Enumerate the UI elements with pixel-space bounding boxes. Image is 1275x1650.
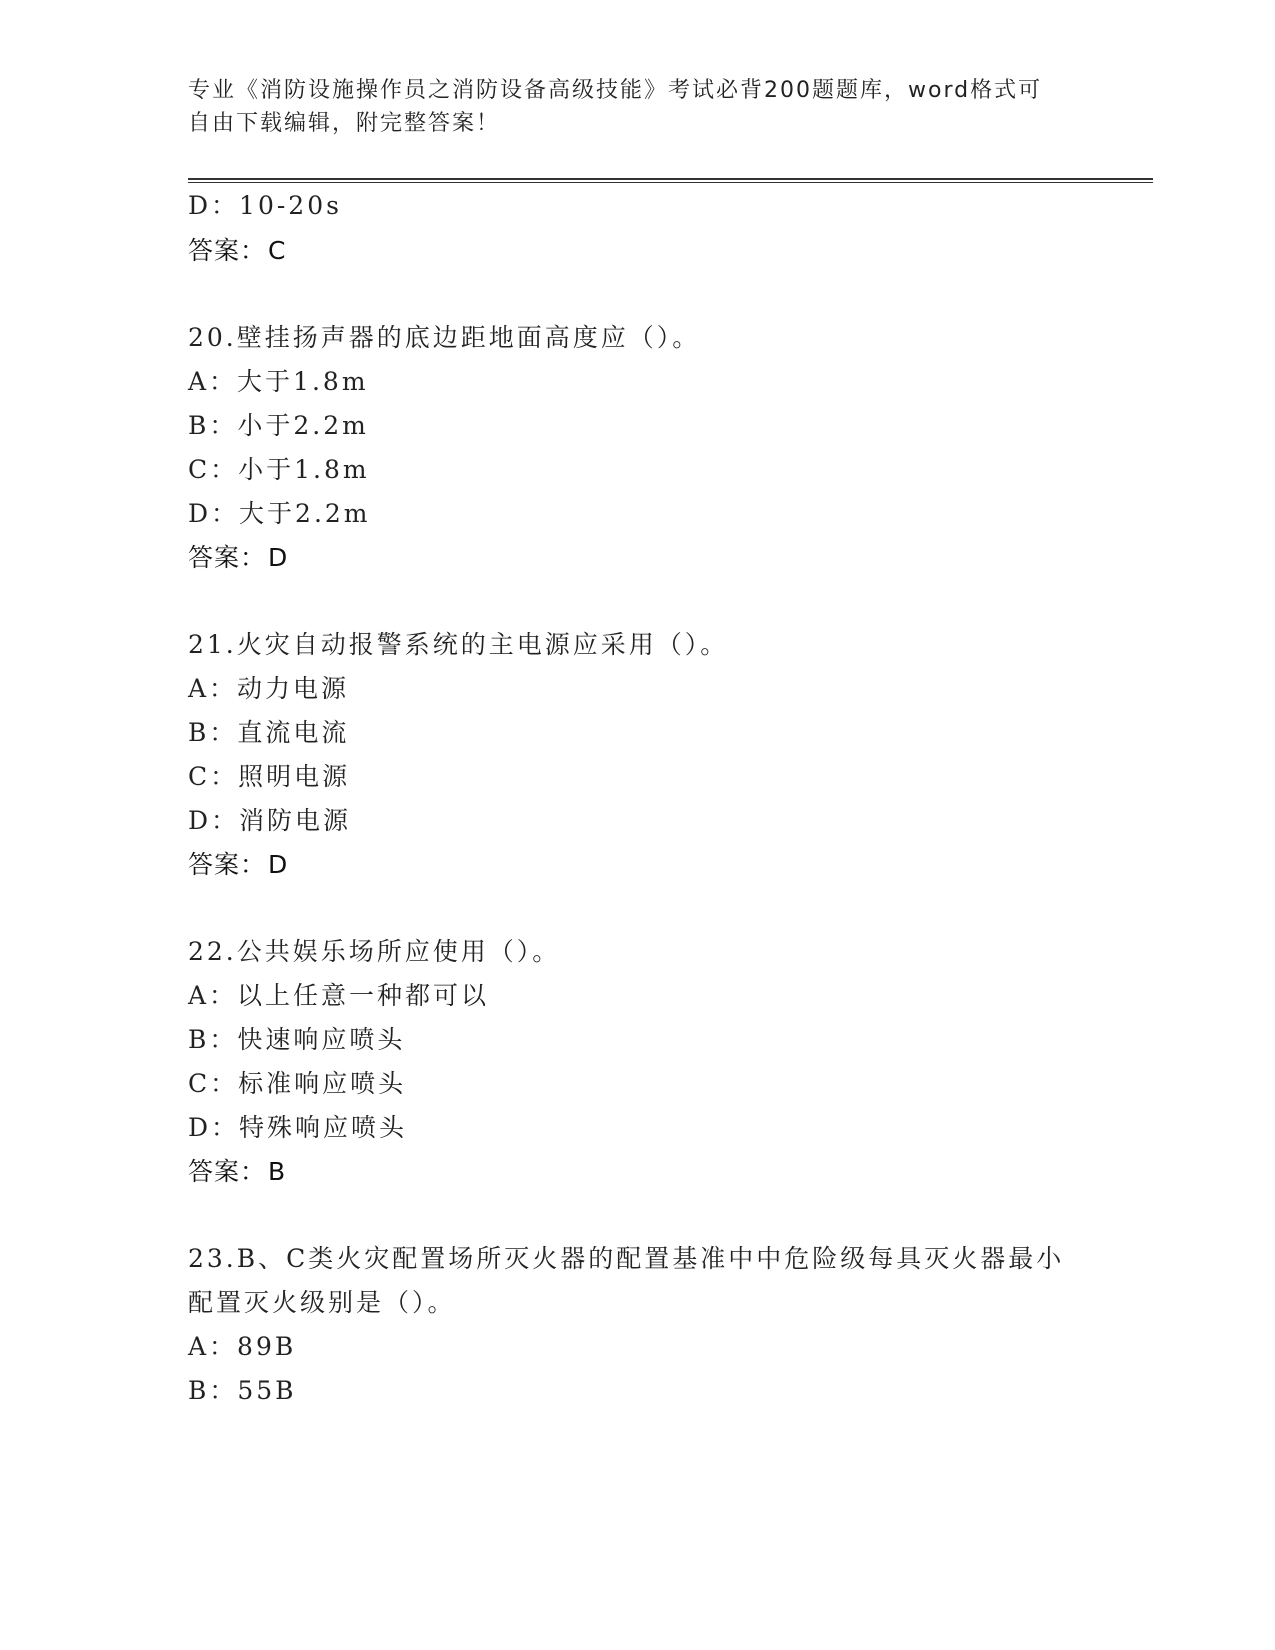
q22-stem: 22.公共娱乐场所应使用（）。 bbox=[188, 937, 561, 966]
answer-value: C bbox=[268, 236, 287, 265]
answer-value: D bbox=[268, 543, 289, 572]
q22-option-c: C：标准响应喷头 bbox=[188, 1069, 407, 1098]
q22-option-b: B：快速响应喷头 bbox=[188, 1025, 406, 1054]
q22-option-a: A：以上任意一种都可以 bbox=[188, 981, 490, 1010]
q21-option-c: C：照明电源 bbox=[188, 762, 351, 791]
q20-option-b: B：小于2.2m bbox=[188, 411, 369, 440]
document-header bbox=[188, 74, 1088, 140]
q20-stem: 20.壁挂扬声器的底边距地面高度应（）。 bbox=[188, 323, 701, 352]
header-divider-thin bbox=[188, 182, 1153, 183]
q20-answer bbox=[188, 538, 288, 574]
q20-option-d: D：大于2.2m bbox=[188, 499, 371, 528]
q22-option-d: D：特殊响应喷头 bbox=[188, 1113, 408, 1142]
answer-label: 答案： bbox=[188, 1157, 267, 1186]
answer-label: 答案： bbox=[188, 236, 267, 265]
q23-option-a: A：89B bbox=[188, 1332, 297, 1361]
prev-answer bbox=[188, 231, 286, 267]
q21-option-d: D：消防电源 bbox=[188, 806, 352, 835]
answer-value: B bbox=[268, 1157, 287, 1186]
prev-option-d: D：10-20s bbox=[188, 191, 342, 220]
q21-answer bbox=[188, 845, 288, 881]
answer-label: 答案： bbox=[188, 543, 267, 572]
header-line-2: 自由下载编辑，附完整答案！ bbox=[188, 111, 501, 136]
q23-option-b: B：55B bbox=[188, 1376, 297, 1405]
q21-option-b: B：直流电流 bbox=[188, 718, 350, 747]
answer-label: 答案： bbox=[188, 850, 267, 879]
q21-option-a: A：动力电源 bbox=[188, 674, 350, 703]
q23-stem-line-2: 配置灭火级别是（）。 bbox=[188, 1288, 456, 1317]
q20-option-a: A：大于1.8m bbox=[188, 367, 369, 396]
q20-option-c: C：小于1.8m bbox=[188, 455, 370, 484]
answer-value: D bbox=[268, 850, 289, 879]
q21-stem: 21.火灾自动报警系统的主电源应采用（）。 bbox=[188, 630, 729, 659]
q22-answer bbox=[188, 1152, 286, 1188]
header-divider-thick bbox=[188, 178, 1153, 180]
header-line-1: 专业《消防设施操作员之消防设备高级技能》考试必背200题题库，word格式可 bbox=[188, 78, 1043, 103]
q23-stem-line-1: 23.B、C类火灾配置场所灭火器的配置基准中中危险级每具灭火器最小 bbox=[188, 1244, 1065, 1273]
